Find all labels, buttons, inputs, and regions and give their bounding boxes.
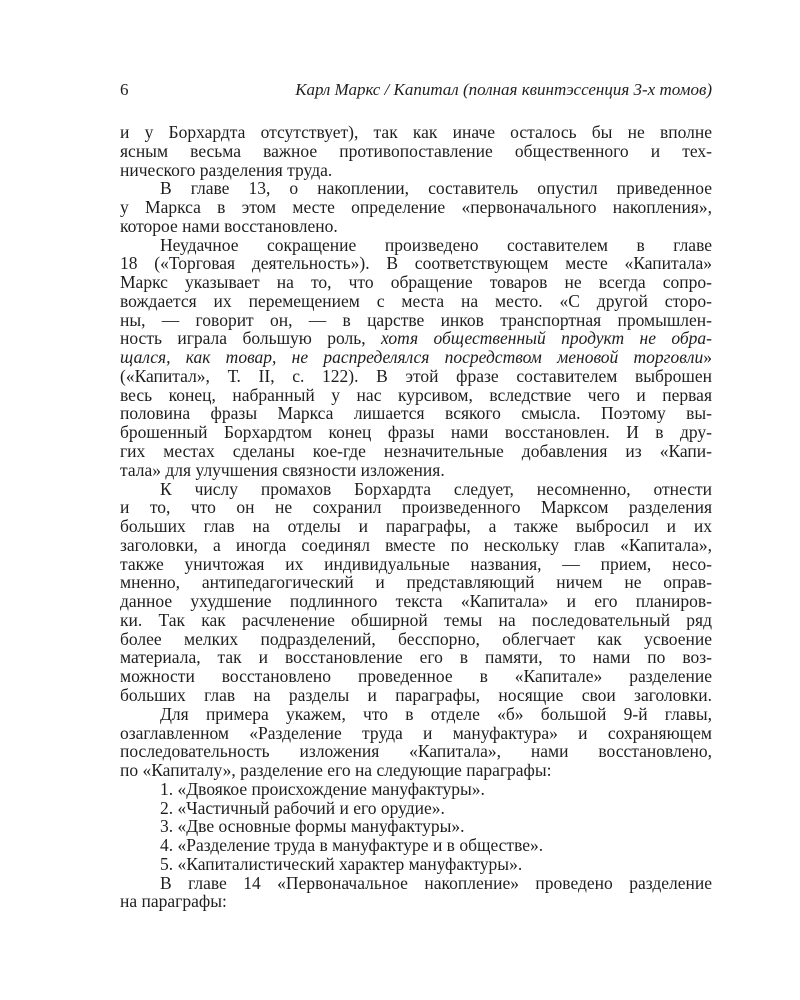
line-text xyxy=(120,216,338,236)
line-text xyxy=(120,460,445,480)
text-line xyxy=(120,648,712,667)
roman-text: данное ухудшение подлинного текста «Капитала» и его планиров- xyxy=(120,591,712,612)
text-line xyxy=(120,367,712,386)
line-text xyxy=(120,666,712,686)
line-text xyxy=(120,328,712,348)
text-line xyxy=(120,329,712,348)
line-text xyxy=(120,422,712,442)
line-text xyxy=(160,178,712,198)
roman-text: брошенный Борхардтом конец фразы нами восстановлен. И в дру- xyxy=(120,422,712,443)
line-text xyxy=(120,272,712,292)
line-text xyxy=(120,122,712,142)
line-text xyxy=(120,366,712,386)
line-text xyxy=(120,197,712,217)
line-text xyxy=(120,403,712,423)
text-line xyxy=(120,705,712,724)
roman-text: ки. Так как расчленение обширной темы на последовательный ряд xyxy=(120,609,712,630)
text-line xyxy=(120,892,712,911)
line-text xyxy=(120,441,712,461)
line-text xyxy=(120,535,712,555)
italic-text: щался, как товар, не распределялся посредством меновой торговли xyxy=(120,347,704,368)
text-line xyxy=(120,236,712,255)
italic-text: хотя общественный продукт не обра- xyxy=(381,328,712,349)
roman-text: 1. «Двоякое происхождение мануфактуры». xyxy=(160,778,485,799)
line-text xyxy=(120,291,712,311)
text-line xyxy=(120,217,712,236)
roman-text: 5. «Капиталистический характер мануфактуры». xyxy=(160,853,523,874)
body-text xyxy=(120,123,712,911)
line-text xyxy=(160,704,712,724)
roman-text: мненно, антипедагогический и представляющий ничем не оправ- xyxy=(120,572,712,593)
roman-text: » xyxy=(703,347,712,368)
text-line xyxy=(120,742,712,761)
roman-text: более мелких подразделений, бесспорно, облегчает как усвоение xyxy=(120,628,712,649)
line-text xyxy=(160,835,543,855)
roman-text: заголовки, а иногда соединял вместе по нескольку глав «Капитала», xyxy=(120,534,712,555)
text-line xyxy=(120,161,712,180)
roman-text: и то, что он не сохранил произведенного Марксом разделения xyxy=(120,497,712,518)
line-text xyxy=(120,647,712,667)
roman-text: которое нами восстановлено. xyxy=(120,215,338,236)
line-text xyxy=(160,798,445,818)
text-line xyxy=(120,348,712,367)
roman-text: по «Капиталу», разделение его на следующие параграфы: xyxy=(120,760,552,781)
line-text xyxy=(120,141,712,161)
text-line xyxy=(120,667,712,686)
list-item xyxy=(120,855,712,874)
line-text xyxy=(120,760,552,780)
roman-text: у Маркса в этом месте определение «первоначального накопления», xyxy=(120,197,712,218)
roman-text: больших глав на отделы и параграфы, а также выбросил и их xyxy=(120,516,712,537)
line-text xyxy=(120,347,712,367)
text-line xyxy=(120,498,712,517)
line-text xyxy=(120,591,712,611)
line-text xyxy=(120,610,712,630)
text-line xyxy=(120,142,712,161)
roman-text: озаглавленном «Разделение труда и мануфактура» и сохраняющем xyxy=(120,722,712,743)
roman-text: В главе 14 «Первоначальное накопление» проведено разделение xyxy=(160,872,712,893)
roman-text: вождается их перемещением с места на место. «С другой сторо- xyxy=(120,290,712,311)
text-line xyxy=(120,724,712,743)
roman-text: ность играла большую роль, xyxy=(120,328,382,349)
line-text xyxy=(120,723,712,743)
text-line xyxy=(120,517,712,536)
text-line xyxy=(120,123,712,142)
text-line xyxy=(120,461,712,480)
line-text xyxy=(120,554,712,574)
roman-text: 18 («Торговая деятельность»). В соответствующем месте «Капитала» xyxy=(120,253,712,274)
text-line xyxy=(120,273,712,292)
running-title: Карл Маркс / Капитал (полная квинтэссенция 3-х томов) xyxy=(295,80,712,99)
line-text xyxy=(120,385,712,405)
line-text xyxy=(120,310,712,330)
text-line xyxy=(120,555,712,574)
text-line xyxy=(120,386,712,405)
roman-text: на параграфы: xyxy=(120,891,227,912)
line-text xyxy=(160,235,712,255)
running-header xyxy=(120,80,712,104)
roman-text: 4. «Разделение труда в мануфактуре и в обществе». xyxy=(160,835,544,856)
list-item xyxy=(120,799,712,818)
roman-text: гих местах сделаны кое-где незначительные добавления из «Капи- xyxy=(120,441,712,462)
roman-text: 2. «Частичный рабочий и его орудие». xyxy=(160,797,445,818)
line-text xyxy=(160,854,522,874)
roman-text: материала, так и восстановление его в памяти, то нами по воз- xyxy=(120,647,712,668)
line-text xyxy=(120,572,712,592)
list-item xyxy=(120,817,712,836)
roman-text: можности восстановлено проведенное в «Капитале» разделение xyxy=(120,666,712,687)
roman-text: К числу промахов Борхардта следует, несомненно, отнести xyxy=(160,478,712,499)
roman-text: ны, — говорит он, — в царстве инков транспортная промышлен- xyxy=(120,309,712,330)
roman-text: Для примера укажем, что в отделе «б» большой 9-й главы, xyxy=(160,703,712,724)
roman-text: 3. «Две основные формы мануфактуры». xyxy=(160,816,465,837)
roman-text: и у Борхардта отсутствует), так как иначе осталось бы не вполне xyxy=(120,122,712,142)
line-text xyxy=(160,479,712,499)
text-line xyxy=(120,761,712,780)
roman-text: нического разделения труда. xyxy=(120,159,333,180)
line-text xyxy=(120,253,712,273)
text-line xyxy=(120,686,712,705)
text-line xyxy=(120,198,712,217)
text-line xyxy=(120,179,712,198)
line-text xyxy=(120,160,332,180)
roman-text: Маркс указывает на то, что обращение товаров не всегда сопро- xyxy=(120,272,712,293)
roman-text: В главе 13, о накоплении, составитель опустил приведенное xyxy=(160,178,712,199)
line-text xyxy=(120,741,712,761)
line-text xyxy=(120,516,712,536)
text-line xyxy=(120,423,712,442)
line-text xyxy=(120,685,712,705)
roman-text: также уничтожая их индивидуальные названия, — прием, несо- xyxy=(120,553,712,574)
page-number: 6 xyxy=(120,80,129,99)
text-line xyxy=(120,874,712,893)
text-line xyxy=(120,292,712,311)
text-line xyxy=(120,442,712,461)
list-item xyxy=(120,780,712,799)
text-line xyxy=(120,254,712,273)
text-line xyxy=(120,592,712,611)
line-text xyxy=(120,629,712,649)
text-line xyxy=(120,311,712,330)
text-line xyxy=(120,536,712,555)
roman-text: половина фразы Маркса лишается всякого смысла. Поэтому вы- xyxy=(120,403,712,424)
roman-text: больших глав на разделы и параграфы, носящие свои заголовки. xyxy=(120,684,712,705)
text-line xyxy=(120,630,712,649)
roman-text: весь конец, набранный у нас курсивом, вследствие чего и первая xyxy=(120,384,712,405)
roman-text: ясным весьма важное противопоставление общественного и тех- xyxy=(120,140,712,161)
line-text xyxy=(160,779,485,799)
list-item xyxy=(120,836,712,855)
line-text xyxy=(160,816,464,836)
line-text xyxy=(120,497,712,517)
roman-text: последовательность изложения «Капитала», нами восстановлено, xyxy=(120,741,712,762)
roman-text: тала» для улучшения связности изложения. xyxy=(120,459,445,480)
roman-text: («Капитал», Т. II, с. 122). В этой фразе составителем выброшен xyxy=(120,365,712,386)
roman-text: Неудачное сокращение произведено составителем в главе xyxy=(160,234,712,255)
text-line xyxy=(120,480,712,499)
text-line xyxy=(120,611,712,630)
line-text xyxy=(160,873,712,893)
text-line xyxy=(120,404,712,423)
line-text xyxy=(120,891,227,911)
text-line xyxy=(120,573,712,592)
